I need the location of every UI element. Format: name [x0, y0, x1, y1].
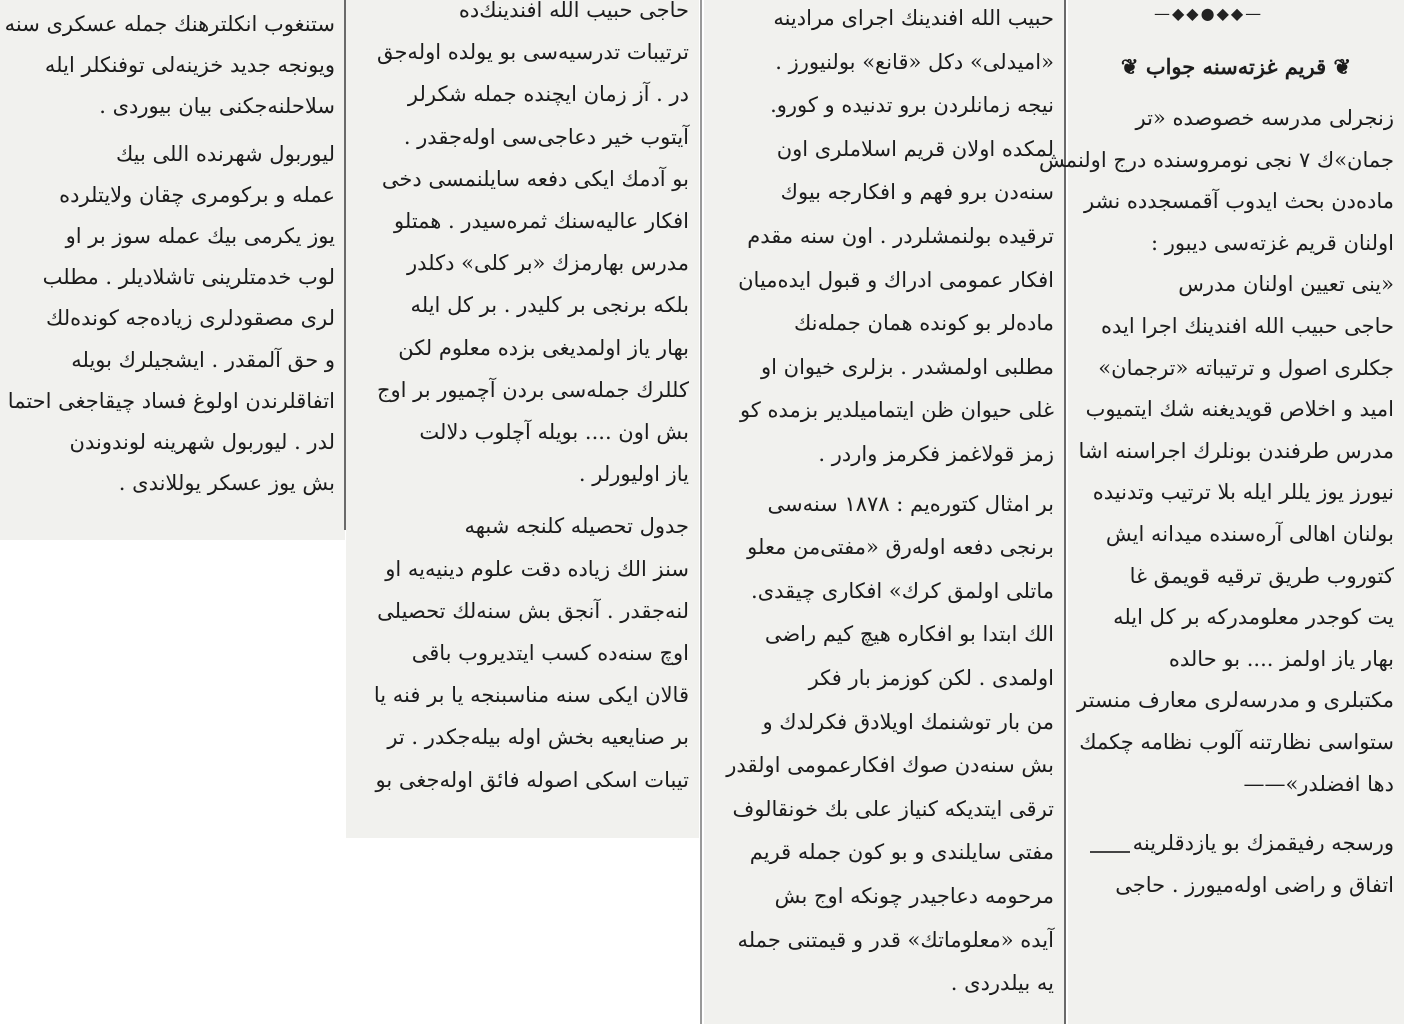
- text-line: الك ابتدا بو افکاره هیچ کیم راضی: [764, 622, 1054, 646]
- text-line: ستواسی نظارتنه آلوب نظامه چکمك: [1079, 730, 1394, 754]
- text-line: بهار یاز اولمز .... بو حالده: [1168, 647, 1394, 671]
- text-line: من بار توشنمك اویلادق فکرلدك و: [762, 710, 1054, 734]
- closing-dash: [1090, 851, 1130, 853]
- text-line: مدرس بهارمزك «بر کلی» دکلدر: [406, 251, 689, 275]
- text-line: سلاحلنه‌جکنی بیان بیوردی .: [99, 94, 335, 118]
- text-line: لدر . لیوربول شهرینه لوندوندن: [69, 430, 335, 454]
- text-line: بش یوز عسکر یوللاندی .: [118, 471, 335, 495]
- text-line: نیورز یوز یللر ایله بلا ترتیب وتدنیده: [1092, 480, 1394, 504]
- text-line: مطلبی اولمشدر . بزلری خیوان او: [761, 355, 1054, 379]
- text-line: و حق آلمقدر . ایشجیلرك بویله: [71, 348, 335, 372]
- article-column-3: [704, 0, 1064, 1024]
- top-ornament: —◆◆●◆◆—: [1154, 4, 1264, 23]
- text-line: یه بیلدردی .: [950, 971, 1054, 995]
- text-line: ورسجه رفیقمزك بو یازدقلرینه: [1132, 831, 1394, 855]
- text-line: مدرس طرفندن بونلرك اجراسنه اشا: [1078, 439, 1394, 463]
- text-line: زمز قولاغمز فکرمز واردر .: [818, 442, 1054, 466]
- text-line: افکار عمومی ادراك و قبول ایده‌میان: [738, 268, 1054, 292]
- text-line: ترقی ایتدیکه کنیاز علی بك خونقالوف: [732, 797, 1054, 821]
- article-column-4: [1039, 0, 1404, 1024]
- text-line: کللرك جمله‌سی بردن آچمیور بر اوج: [376, 378, 689, 402]
- text-line: حاجی حبیب الله افندینك اجرا ایده: [1100, 314, 1394, 338]
- column-divider-2: [700, 0, 702, 1024]
- text-line: بلکه برنجی بر کلیدر . بر کل ایله: [410, 293, 689, 317]
- text-line: در . آز زمان ایچنده جمله شکرلر: [407, 82, 689, 106]
- text-line: لنه‌جقدر . آنجق بش سنه‌لك تحصیلی: [377, 599, 689, 623]
- text-line: آیتوب خیر دعاجی‌سی اوله‌جقدر .: [403, 125, 689, 149]
- text-line: جدول تحصیله کلنجه شبهه: [464, 514, 689, 538]
- text-line: ویونجه جدید خزینه‌لی توفنکلر ایله: [44, 53, 335, 77]
- text-line: اتفاقلرندن اولوغ فساد چیقاجغی احتما: [7, 389, 335, 413]
- article-heading: ❦ قریم غزته‌سنه جواب ❦: [1120, 54, 1352, 79]
- text-line: بر امثال کتوره‌یم : ۱۸۷۸ سنه‌سی: [767, 492, 1054, 516]
- text-line: امید و اخلاص قویدیغنه شك ایتمیوب: [1085, 397, 1394, 421]
- text-line: لمکده اولان قریم اسلاملری اون: [776, 137, 1054, 161]
- text-line: دها افضلدر»——: [1243, 772, 1394, 796]
- text-line: تیبات اسکی اصوله فائق اوله‌جغی بو: [375, 768, 689, 792]
- text-line: بش سنه‌دن صوك افکارعمومی اولقدر: [726, 753, 1054, 777]
- text-line: یوز یکرمی بیك عمله سوز بر او: [65, 224, 335, 248]
- text-line: زنجرلی مدرسه خصوصده «تر: [1135, 106, 1394, 130]
- text-line: عمله و برکومری چقان ولایتلرده: [59, 183, 335, 207]
- text-line: مفتی سایلندی و بو کون جمله قریم: [749, 840, 1054, 864]
- text-line: ماده‌دن بحث ایدوب آقمسجدده نشر: [1084, 189, 1394, 213]
- text-line: اولنان قریم غزته‌سی دیبور :: [1150, 231, 1394, 255]
- text-line: یاز اولیورلر .: [578, 462, 689, 486]
- text-line: لری مصقودلری زیاده‌جه کونده‌لك: [46, 306, 335, 330]
- text-line: ستنغوب انکلترهنك جمله عسکری سنه: [4, 12, 335, 36]
- text-line: یت کوجدر معلومدرکه بر کل ایله: [1113, 605, 1394, 629]
- text-line: لوب خدمتلرینی تاشلادیلر . مطلب: [42, 265, 335, 289]
- text-line: سنز الك زیاده دقت علوم دینیه‌یه او: [385, 557, 689, 581]
- text-line: «ینی تعیین اولنان مدرس: [1178, 272, 1394, 296]
- text-line: نیجه زمانلردن برو تدنیده و کورو.: [770, 93, 1054, 117]
- text-line: بهار یاز اولمدیغی بزده معلوم لکن: [398, 336, 689, 360]
- text-line: قالان ایکی سنه مناسبنجه یا بر فنه یا: [373, 683, 689, 707]
- text-line: بش اون .... بویله آچلوب دلالت: [419, 420, 689, 444]
- text-line: ترقیده بولنمشلردر . اون سنه مقدم: [747, 224, 1054, 248]
- text-line: مرحومه دعاجیدر چونکه اوج بش: [774, 884, 1054, 908]
- text-line: غلی حیوان ظن ایتمامیلدیر بزمده کو: [739, 398, 1054, 422]
- text-line: مکتبلری و مدرسه‌لری معارف منستر: [1077, 688, 1394, 712]
- text-line: لیوربول شهرنده اللی بیك: [115, 142, 335, 166]
- text-line: ترتیبات تدرسیه‌سی بو یولده اوله‌جق: [376, 40, 689, 64]
- text-line: جکلری اصول و ترتیباته «ترجمان»: [1098, 356, 1394, 380]
- article-column-1: [0, 0, 345, 540]
- text-line: ماتلی اولمق کرك» افکاری چیقدی.: [751, 579, 1054, 603]
- text-line: آیده «معلوماتك» قدر و قیمتنی جمله: [737, 928, 1054, 952]
- text-line: بر صنایعیه بخش اوله بیله‌جکدر . تر: [387, 725, 689, 749]
- text-line: بو آدمك ایکی دفعه سایلنمسی دخی: [381, 167, 689, 191]
- text-line: ماده‌لر بو کونده همان جمله‌نك: [793, 311, 1054, 335]
- text-line: افکار عالیه‌سنك ثمره‌سیدر . همتلو: [394, 209, 689, 233]
- text-line: سنه‌دن برو فهم و افکارجه بیوك: [780, 180, 1054, 204]
- article-column-2: [346, 0, 699, 838]
- text-line: اتفاق و راضی اوله‌میورز . حاجی: [1115, 873, 1394, 897]
- text-line: حبیب الله افندینك اجرای مرادینه: [773, 6, 1054, 30]
- text-line: جمان»ك ۷ نجی نومروسنده درج اولنمش: [1039, 148, 1394, 172]
- text-line: بولنان اهالی آره‌سنده میدانه ایش: [1105, 522, 1394, 546]
- text-line: اولمدی . لکن کوزمز بار فکر: [808, 666, 1054, 690]
- text-line: اوچ سنه‌ده کسب ایتدیروب باقی: [411, 641, 689, 665]
- text-line: حاجی حبیب الله افندینك‌ده: [458, 0, 689, 22]
- text-line: برنجی دفعه اوله‌رق «مفتی‌من معلو: [747, 535, 1054, 559]
- text-line: کتوروب طریق ترقیه قویمق غا: [1129, 564, 1394, 588]
- text-line: «امیدلی» دکل «قانع» بولنیورز .: [775, 50, 1054, 74]
